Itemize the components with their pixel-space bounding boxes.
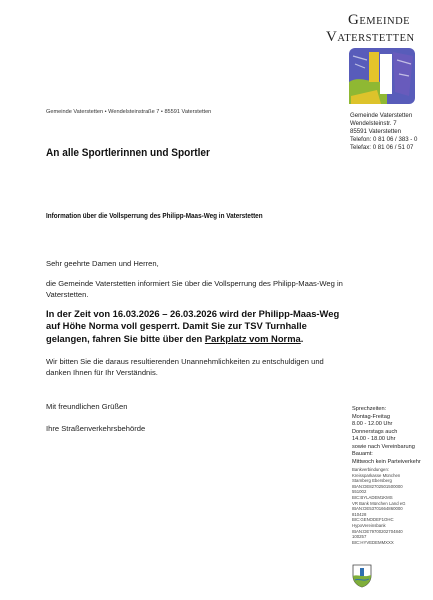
closure-notice (46, 308, 342, 345)
bank-line: 100257 (352, 534, 367, 540)
bank-line: 810428 (352, 511, 367, 517)
office-hours-line: Sprechzeiten: (352, 406, 387, 412)
bank-line: IBAN:DE53701664860000 (352, 506, 403, 512)
contact-block (350, 112, 417, 152)
logo-tower-white (380, 54, 392, 94)
coat-of-arms-icon (352, 564, 372, 588)
letter-subject: Information über die Vollsperrung des Philipp-Maas-Weg in Vaterstetten (46, 211, 263, 220)
bank-line: Kreissparkasse München (352, 472, 401, 478)
contact-line: Gemeinde Vaterstetten (350, 112, 413, 119)
apology-paragraph: Wir bitten Sie die daraus resultierenden Unannehmlichkeiten zu entschuldigen und danken Ihnen für Ihr Verständnis. (46, 357, 324, 377)
bank-line: IBAN:DE82702501500000 (352, 483, 403, 489)
logo-tower-yellow (369, 52, 379, 82)
office-hours-line: Bauamt: (352, 451, 373, 457)
bank-line: Bankverbindungen: (352, 467, 390, 472)
contact-line: Telefax: 0 81 06 / 51 07 (350, 144, 414, 152)
office-hours-line: sowie nach Vereinbarung (352, 443, 415, 450)
bank-line: HypoVereinsbank (352, 522, 386, 528)
bank-details (352, 467, 406, 545)
crest-green-field (353, 575, 371, 587)
signature: Ihre Straßenverkehrsbehörde (46, 424, 146, 433)
closing-phrase: Mit freundlichen Grüßen (46, 402, 128, 411)
office-hours-line: Mittwoch kein Parteiverkehr (352, 458, 421, 465)
office-hours (352, 406, 421, 466)
bank-line: BIC:GENODEF1OHC (352, 517, 394, 523)
office-hours-line: Donnerstags auch (352, 428, 398, 435)
sender-address-line: Gemeinde Vaterstetten • Wendelsteinstraße 7 • 85591 Vaterstetten (46, 109, 212, 115)
municipality-logo-icon (347, 46, 417, 106)
contact-line: Wendelsteinstr. 7 (350, 120, 397, 128)
bank-line: 551002 (352, 489, 367, 495)
letter-headline: An alle Sportlerinnen und Sportler (46, 147, 210, 159)
contact-line: 85591 Vaterstetten (350, 128, 402, 136)
bank-line: BIC:BYLADEM1KMS (352, 494, 393, 500)
intro-paragraph: die Gemeinde Vaterstetten informiert Sie über die Vollsperrung des Philipp-Maas-Weg in Vaterstetten. (46, 279, 343, 299)
bank-line: IBAN:DE79700202704840 (352, 528, 403, 534)
office-hours-line: 14.00 - 18.00 Uhr (352, 436, 396, 442)
parking-link[interactable]: Parkplatz vom Norma (204, 332, 301, 344)
crest-tower (360, 568, 364, 576)
bank-line: Starnberg Ebersberg (352, 478, 392, 484)
bank-line: BIC:HYVEDEMMXXX (352, 539, 394, 545)
office-hours-line: 8.00 - 12.00 Uhr (352, 421, 393, 427)
bank-line: VR Bank München Land eG (352, 500, 406, 506)
salutation: Sehr geehrte Damen und Herren, (46, 259, 159, 268)
office-hours-line: Montag-Freitag (352, 413, 390, 420)
contact-line: Telefon: 0 81 06 / 383 - 0 (350, 136, 418, 144)
brand-line-2: VATERSTETTEN (326, 29, 415, 45)
closure-notice-text: In der Zeit von 16.03.2026 – 26.03.2026 wird der Philipp-Maas-Weg auf Höhe Norma voll gesperrt. Damit Sie zur TSV Turnhalle gelangen, fahren Sie bitte über den (46, 308, 340, 344)
closure-notice-end: . (300, 332, 304, 344)
brand-line-1: GEMEINDE (348, 12, 411, 28)
